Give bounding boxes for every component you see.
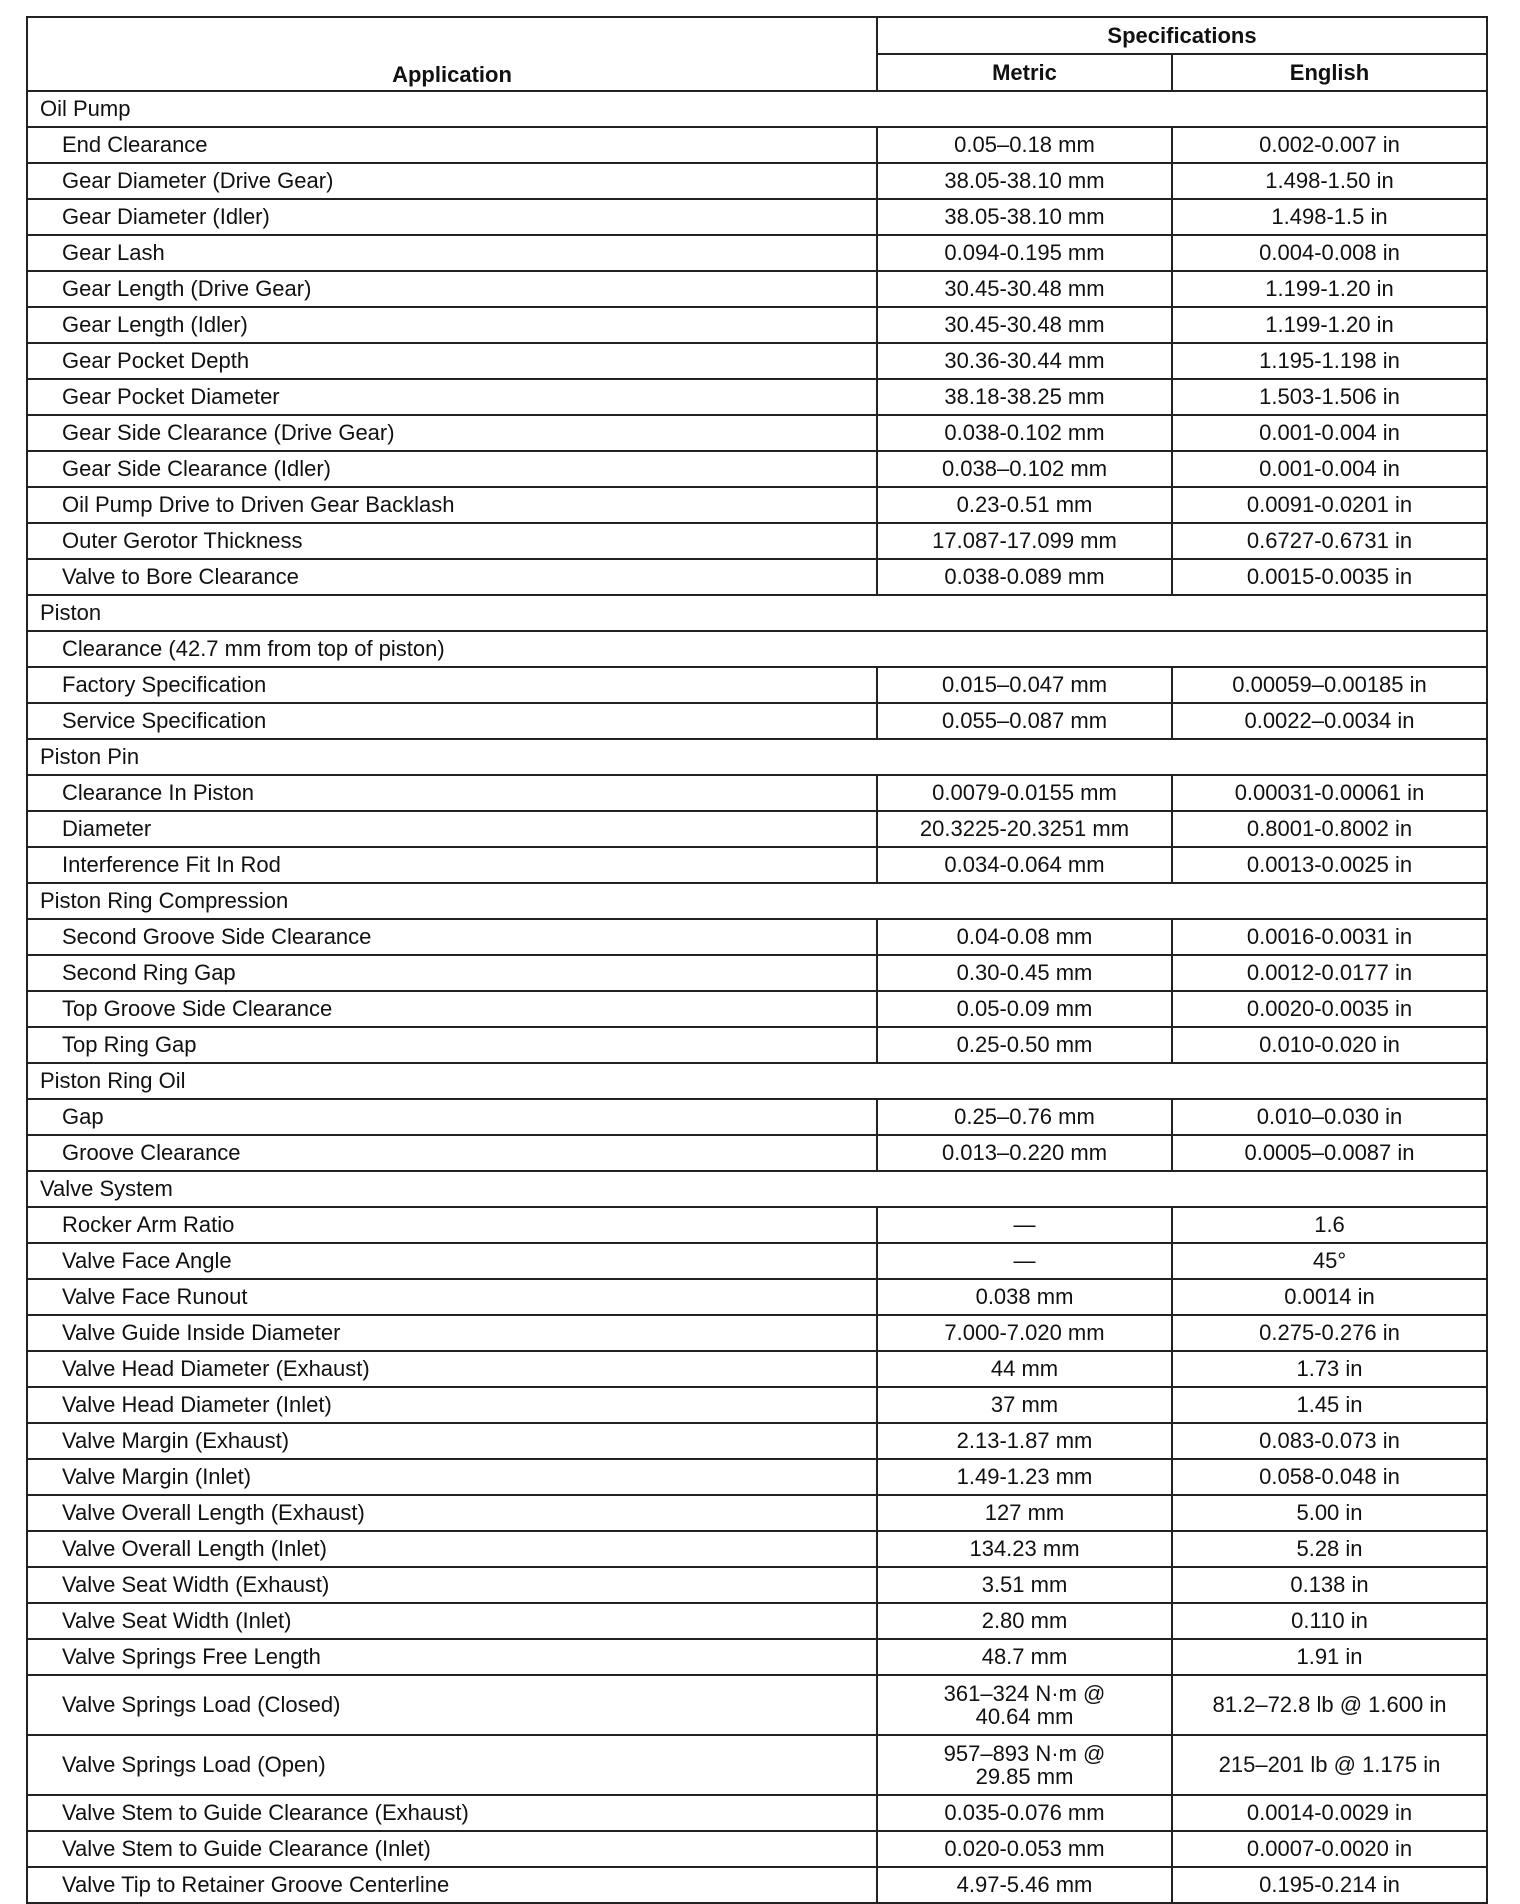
metric-cell: 2.80 mm <box>877 1603 1172 1639</box>
table-row <box>27 1867 1487 1903</box>
metric-line-2: 40.64 mm <box>975 1704 1074 1729</box>
table-row <box>27 1735 1487 1795</box>
application-cell: Rocker Arm Ratio <box>27 1207 877 1243</box>
english-cell: 0.0020-0.0035 in <box>1172 991 1487 1027</box>
table-row <box>27 1135 1487 1171</box>
english-cell: 0.010–0.030 in <box>1172 1099 1487 1135</box>
metric-cell: 30.45-30.48 mm <box>877 307 1172 343</box>
section-row <box>27 91 1487 127</box>
table-row <box>27 667 1487 703</box>
application-cell: Outer Gerotor Thickness <box>27 523 877 559</box>
english-cell: 0.0091-0.0201 in <box>1172 487 1487 523</box>
metric-cell: 37 mm <box>877 1387 1172 1423</box>
table-row <box>27 1423 1487 1459</box>
table-row <box>27 1099 1487 1135</box>
metric-cell: 0.055–0.087 mm <box>877 703 1172 739</box>
metric-cell: 0.30-0.45 mm <box>877 955 1172 991</box>
english-cell: 1.45 in <box>1172 1387 1487 1423</box>
metric-cell: 3.51 mm <box>877 1567 1172 1603</box>
english-cell: 0.0016-0.0031 in <box>1172 919 1487 955</box>
metric-cell: 2.13-1.87 mm <box>877 1423 1172 1459</box>
english-cell: 215–201 lb @ 1.175 in <box>1172 1735 1487 1795</box>
table-row <box>27 307 1487 343</box>
metric-line-1: 957–893 N·m @ <box>943 1740 1106 1766</box>
application-cell: Valve Springs Free Length <box>27 1639 877 1675</box>
table-row <box>27 991 1487 1027</box>
table-row <box>27 1531 1487 1567</box>
metric-header: Metric <box>877 54 1172 91</box>
section-label: Piston Ring Compression <box>27 883 1487 919</box>
english-cell: 1.91 in <box>1172 1639 1487 1675</box>
metric-cell: 0.038–0.102 mm <box>877 451 1172 487</box>
metric-cell: 0.038-0.102 mm <box>877 415 1172 451</box>
table-row <box>27 559 1487 595</box>
metric-cell: — <box>877 1207 1172 1243</box>
table-row <box>27 703 1487 739</box>
english-cell: 0.00031-0.00061 in <box>1172 775 1487 811</box>
metric-cell: 4.97-5.46 mm <box>877 1867 1172 1903</box>
table-row <box>27 1027 1487 1063</box>
metric-cell: 30.45-30.48 mm <box>877 271 1172 307</box>
application-cell: Valve Springs Load (Open) <box>27 1735 877 1795</box>
table-row <box>27 847 1487 883</box>
section-row <box>27 1063 1487 1099</box>
english-cell: 0.00059–0.00185 in <box>1172 667 1487 703</box>
metric-cell: 0.035-0.076 mm <box>877 1795 1172 1831</box>
english-cell: 0.275-0.276 in <box>1172 1315 1487 1351</box>
metric-cell: 7.000-7.020 mm <box>877 1315 1172 1351</box>
metric-cell: 0.0079-0.0155 mm <box>877 775 1172 811</box>
application-cell: Gear Pocket Diameter <box>27 379 877 415</box>
section-label: Piston <box>27 595 1487 631</box>
english-cell: 0.138 in <box>1172 1567 1487 1603</box>
application-cell: Gear Lash <box>27 235 877 271</box>
application-cell: Gear Side Clearance (Drive Gear) <box>27 415 877 451</box>
metric-line-2: 29.85 mm <box>975 1764 1074 1789</box>
table-row <box>27 523 1487 559</box>
application-cell: Gear Diameter (Idler) <box>27 199 877 235</box>
application-cell: Valve Tip to Retainer Groove Centerline <box>27 1867 877 1903</box>
table-row <box>27 163 1487 199</box>
english-cell: 0.002-0.007 in <box>1172 127 1487 163</box>
table-row <box>27 1795 1487 1831</box>
subsection-row <box>27 631 1487 667</box>
table-row <box>27 199 1487 235</box>
english-cell: 0.0014-0.0029 in <box>1172 1795 1487 1831</box>
application-cell: Valve Seat Width (Inlet) <box>27 1603 877 1639</box>
section-row <box>27 1171 1487 1207</box>
spec-table <box>26 16 1488 1904</box>
table-row <box>27 1567 1487 1603</box>
english-cell: 0.110 in <box>1172 1603 1487 1639</box>
metric-cell: 0.05-0.09 mm <box>877 991 1172 1027</box>
metric-cell <box>877 1675 1172 1735</box>
english-cell: 0.0015-0.0035 in <box>1172 559 1487 595</box>
metric-cell: 0.25-0.50 mm <box>877 1027 1172 1063</box>
application-cell: Valve to Bore Clearance <box>27 559 877 595</box>
metric-cell: 17.087-17.099 mm <box>877 523 1172 559</box>
metric-cell: 0.23-0.51 mm <box>877 487 1172 523</box>
metric-cell: 134.23 mm <box>877 1531 1172 1567</box>
table-row <box>27 379 1487 415</box>
application-cell: Oil Pump Drive to Driven Gear Backlash <box>27 487 877 523</box>
english-cell: 0.0013-0.0025 in <box>1172 847 1487 883</box>
metric-cell: 0.038-0.089 mm <box>877 559 1172 595</box>
table-row <box>27 1639 1487 1675</box>
application-cell: Valve Head Diameter (Exhaust) <box>27 1351 877 1387</box>
table-row <box>27 1603 1487 1639</box>
english-cell: 0.001-0.004 in <box>1172 415 1487 451</box>
application-cell: Valve Face Runout <box>27 1279 877 1315</box>
metric-cell: 38.05-38.10 mm <box>877 199 1172 235</box>
table-row <box>27 775 1487 811</box>
application-cell: Valve Stem to Guide Clearance (Exhaust) <box>27 1795 877 1831</box>
section-label: Oil Pump <box>27 91 1487 127</box>
table-row <box>27 1459 1487 1495</box>
application-cell: Valve Stem to Guide Clearance (Inlet) <box>27 1831 877 1867</box>
english-cell: 5.28 in <box>1172 1531 1487 1567</box>
english-cell: 0.8001-0.8002 in <box>1172 811 1487 847</box>
english-cell: 0.0005–0.0087 in <box>1172 1135 1487 1171</box>
english-cell: 0.0007-0.0020 in <box>1172 1831 1487 1867</box>
metric-cell: 48.7 mm <box>877 1639 1172 1675</box>
application-cell: Gear Length (Drive Gear) <box>27 271 877 307</box>
table-row <box>27 955 1487 991</box>
application-cell: Top Groove Side Clearance <box>27 991 877 1027</box>
application-cell: Valve Head Diameter (Inlet) <box>27 1387 877 1423</box>
metric-cell: 38.05-38.10 mm <box>877 163 1172 199</box>
table-header <box>27 17 1487 91</box>
metric-cell: 0.020-0.053 mm <box>877 1831 1172 1867</box>
english-cell: 1.503-1.506 in <box>1172 379 1487 415</box>
application-cell: Valve Seat Width (Exhaust) <box>27 1567 877 1603</box>
english-cell: 1.6 <box>1172 1207 1487 1243</box>
metric-cell: 0.04-0.08 mm <box>877 919 1172 955</box>
english-cell: 1.199-1.20 in <box>1172 307 1487 343</box>
table-row <box>27 1831 1487 1867</box>
application-cell: Valve Guide Inside Diameter <box>27 1315 877 1351</box>
section-row <box>27 883 1487 919</box>
table-row <box>27 343 1487 379</box>
application-cell: Second Ring Gap <box>27 955 877 991</box>
metric-cell: 0.094-0.195 mm <box>877 235 1172 271</box>
section-label: Piston Pin <box>27 739 1487 775</box>
english-cell: 0.010-0.020 in <box>1172 1027 1487 1063</box>
table-row <box>27 811 1487 847</box>
application-cell: Service Specification <box>27 703 877 739</box>
application-cell: Gear Length (Idler) <box>27 307 877 343</box>
metric-cell: 0.034-0.064 mm <box>877 847 1172 883</box>
application-cell: Second Groove Side Clearance <box>27 919 877 955</box>
english-cell: 81.2–72.8 lb @ 1.600 in <box>1172 1675 1487 1735</box>
english-cell: 1.73 in <box>1172 1351 1487 1387</box>
section-row <box>27 739 1487 775</box>
metric-cell: 0.05–0.18 mm <box>877 127 1172 163</box>
specifications-header: Specifications <box>877 17 1487 54</box>
table-row <box>27 487 1487 523</box>
english-cell: 0.6727-0.6731 in <box>1172 523 1487 559</box>
section-label: Piston Ring Oil <box>27 1063 1487 1099</box>
metric-cell: 44 mm <box>877 1351 1172 1387</box>
table-row <box>27 1315 1487 1351</box>
english-cell: 0.004-0.008 in <box>1172 235 1487 271</box>
english-cell: 0.195-0.214 in <box>1172 1867 1487 1903</box>
application-cell: Diameter <box>27 811 877 847</box>
table-row <box>27 1387 1487 1423</box>
header-row-top <box>27 17 1487 54</box>
application-cell: Valve Overall Length (Exhaust) <box>27 1495 877 1531</box>
section-label: Valve System <box>27 1171 1487 1207</box>
english-cell: 0.083-0.073 in <box>1172 1423 1487 1459</box>
metric-cell: 20.3225-20.3251 mm <box>877 811 1172 847</box>
application-cell: Gap <box>27 1099 877 1135</box>
english-cell: 0.058-0.048 in <box>1172 1459 1487 1495</box>
english-cell: 1.195-1.198 in <box>1172 343 1487 379</box>
table-row <box>27 1243 1487 1279</box>
metric-cell: 0.038 mm <box>877 1279 1172 1315</box>
application-cell: Clearance In Piston <box>27 775 877 811</box>
application-cell: Gear Diameter (Drive Gear) <box>27 163 877 199</box>
english-cell: 1.498-1.50 in <box>1172 163 1487 199</box>
english-cell: 0.001-0.004 in <box>1172 451 1487 487</box>
english-cell: 45° <box>1172 1243 1487 1279</box>
application-cell: Top Ring Gap <box>27 1027 877 1063</box>
application-cell: Factory Specification <box>27 667 877 703</box>
metric-cell: 0.25–0.76 mm <box>877 1099 1172 1135</box>
table-row <box>27 1207 1487 1243</box>
metric-cell: 0.013–0.220 mm <box>877 1135 1172 1171</box>
subsection-label: Clearance (42.7 mm from top of piston) <box>27 631 1487 667</box>
table-row <box>27 1675 1487 1735</box>
table-row <box>27 1495 1487 1531</box>
table-row <box>27 1351 1487 1387</box>
english-cell: 1.498-1.5 in <box>1172 199 1487 235</box>
metric-cell: 1.49-1.23 mm <box>877 1459 1172 1495</box>
english-cell: 0.0022–0.0034 in <box>1172 703 1487 739</box>
english-cell: 5.00 in <box>1172 1495 1487 1531</box>
table-row <box>27 127 1487 163</box>
metric-cell: 30.36-30.44 mm <box>877 343 1172 379</box>
application-cell: Valve Margin (Inlet) <box>27 1459 877 1495</box>
table-row <box>27 1279 1487 1315</box>
table-row <box>27 271 1487 307</box>
english-cell: 0.0012-0.0177 in <box>1172 955 1487 991</box>
application-cell: Gear Pocket Depth <box>27 343 877 379</box>
english-cell: 1.199-1.20 in <box>1172 271 1487 307</box>
metric-cell: 127 mm <box>877 1495 1172 1531</box>
metric-cell: — <box>877 1243 1172 1279</box>
metric-cell: 38.18-38.25 mm <box>877 379 1172 415</box>
application-cell: Interference Fit In Rod <box>27 847 877 883</box>
english-header: English <box>1172 54 1487 91</box>
metric-line-1: 361–324 N·m @ <box>943 1680 1106 1706</box>
section-row <box>27 595 1487 631</box>
application-cell: Valve Margin (Exhaust) <box>27 1423 877 1459</box>
application-cell: End Clearance <box>27 127 877 163</box>
table-row <box>27 451 1487 487</box>
table-row <box>27 235 1487 271</box>
application-cell: Valve Overall Length (Inlet) <box>27 1531 877 1567</box>
english-cell: 0.0014 in <box>1172 1279 1487 1315</box>
table-body <box>27 91 1487 1903</box>
table-row <box>27 919 1487 955</box>
application-cell: Groove Clearance <box>27 1135 877 1171</box>
application-header: Application <box>27 17 877 91</box>
metric-cell <box>877 1735 1172 1795</box>
application-cell: Valve Face Angle <box>27 1243 877 1279</box>
application-cell: Gear Side Clearance (Idler) <box>27 451 877 487</box>
table-row <box>27 415 1487 451</box>
metric-cell: 0.015–0.047 mm <box>877 667 1172 703</box>
application-cell: Valve Springs Load (Closed) <box>27 1675 877 1735</box>
